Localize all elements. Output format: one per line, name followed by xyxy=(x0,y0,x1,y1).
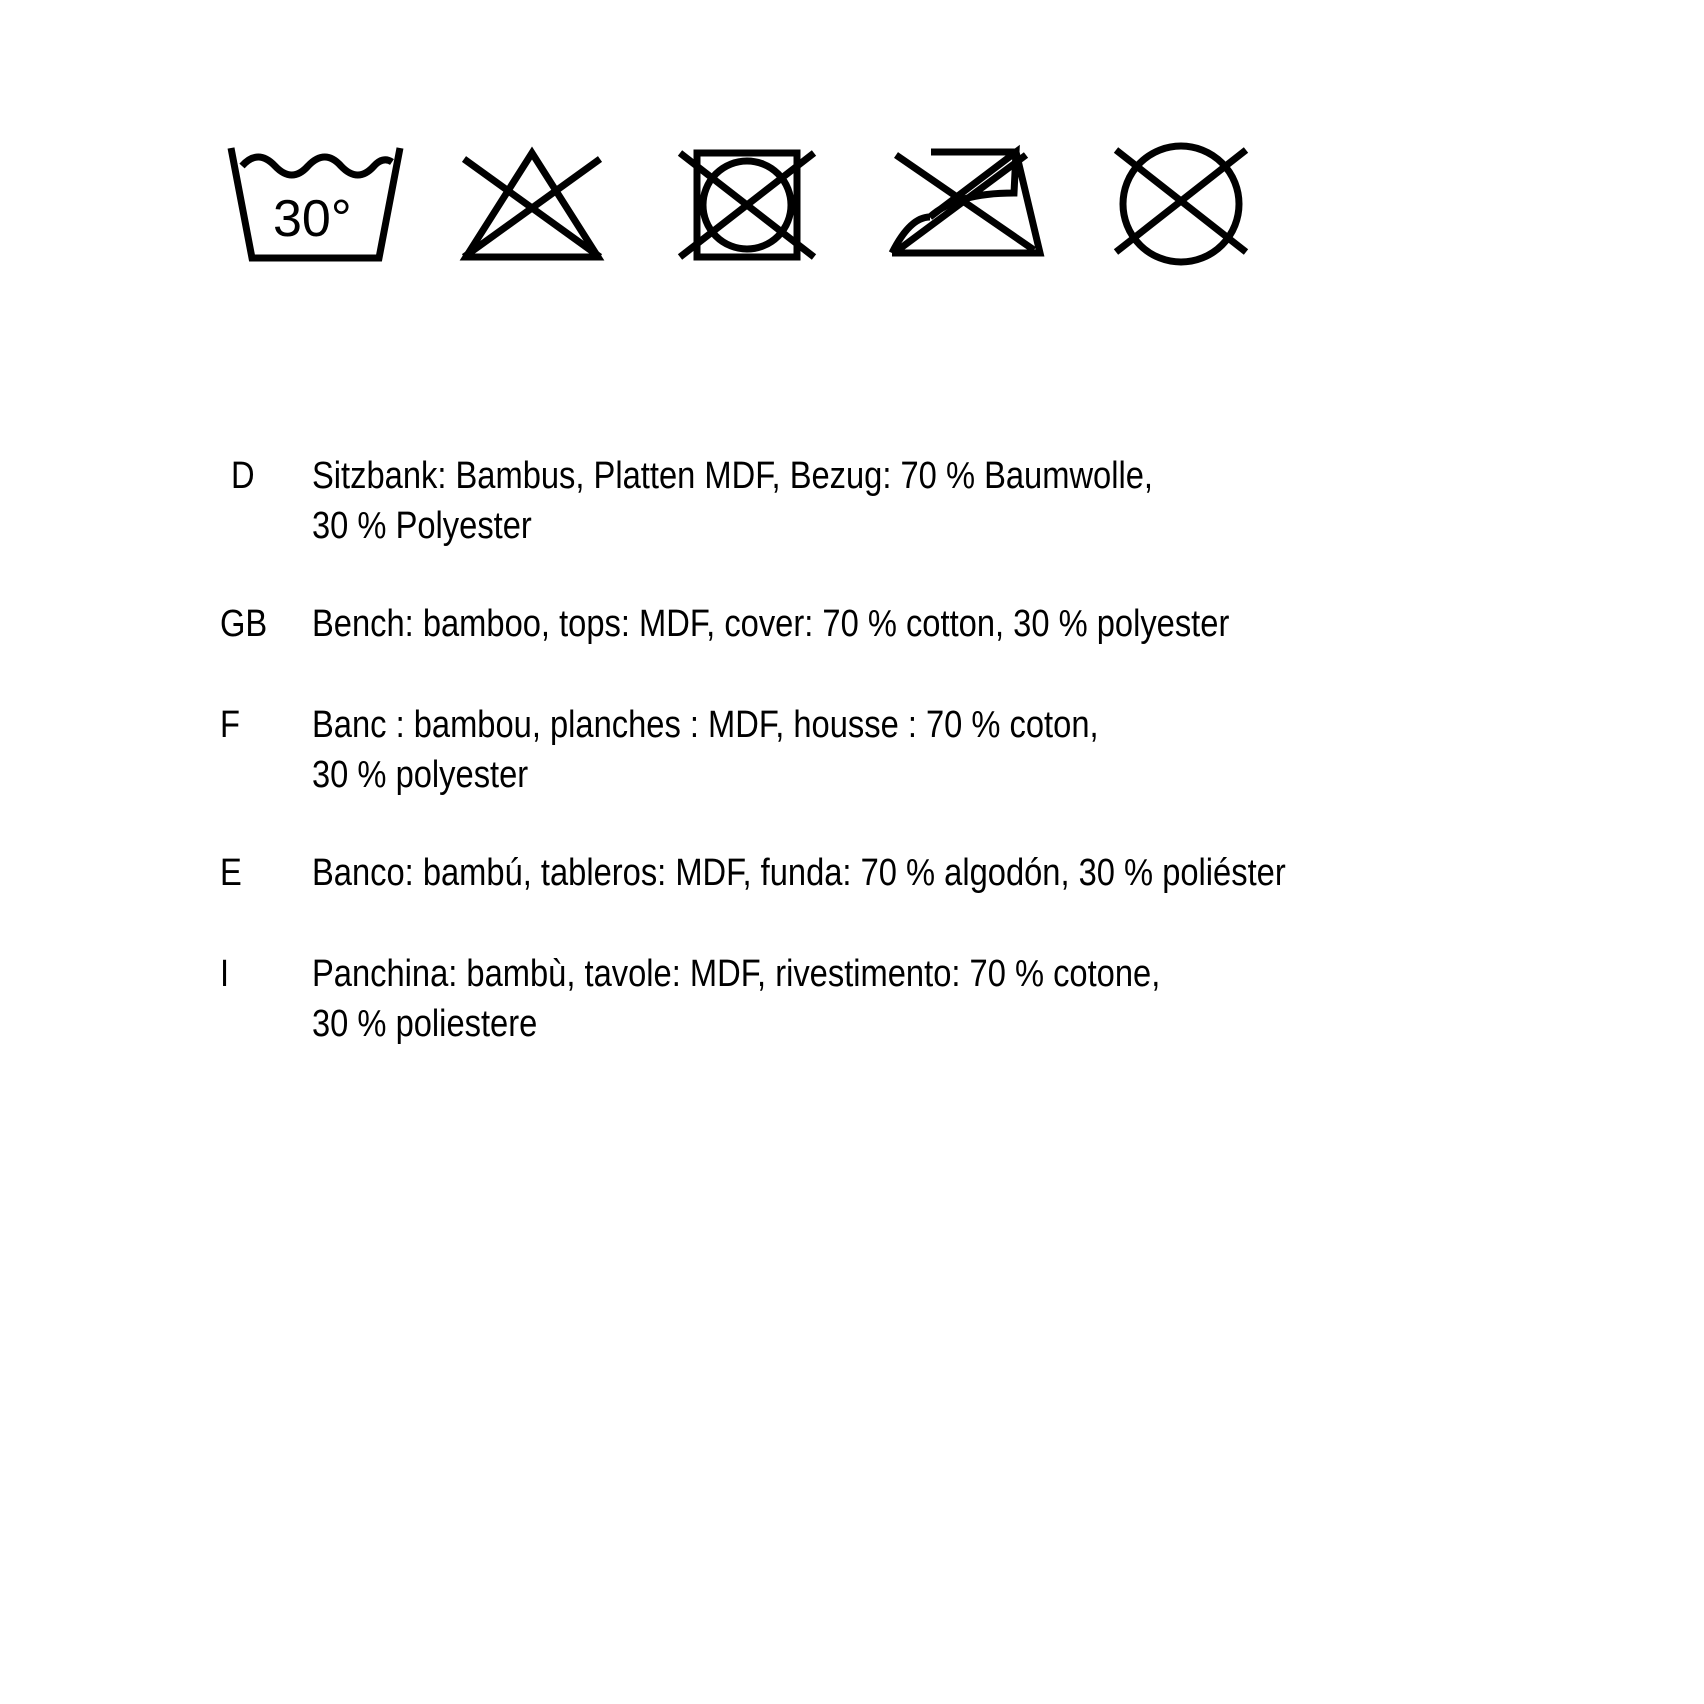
entry-line: Banco: bambú, tableros: MDF, funda: 70 % algodón, 30 % poliéster xyxy=(312,852,1286,894)
language-code: E xyxy=(220,852,242,894)
entry-line: 30 % poliestere xyxy=(312,1003,538,1045)
entry-line: Bench: bamboo, tops: MDF, cover: 70 % cotton, 30 % polyester xyxy=(312,603,1230,645)
language-code: GB xyxy=(220,603,268,645)
language-code: D xyxy=(231,455,255,497)
no-iron-icon xyxy=(886,145,1046,260)
entry-line: 30 % Polyester xyxy=(312,505,532,547)
care-symbols-row xyxy=(0,0,1704,300)
entry-line: Panchina: bambù, tavole: MDF, rivestimento: 70 % cotone, xyxy=(312,953,1161,995)
entry-line: Banc : bambou, planches : MDF, housse : 70 % coton, xyxy=(312,704,1099,746)
entry-line: Sitzbank: Bambus, Platten MDF, Bezug: 70 % Baumwolle, xyxy=(312,455,1153,497)
language-code: F xyxy=(220,704,240,746)
no-tumble-dry-icon xyxy=(677,145,817,265)
wash-temperature-label: 30° xyxy=(273,190,352,248)
wash-30-icon xyxy=(228,140,404,265)
language-code: I xyxy=(220,953,230,995)
no-dry-clean-icon xyxy=(1112,140,1250,268)
no-bleach-icon xyxy=(458,145,608,265)
entry-line: 30 % polyester xyxy=(312,754,529,796)
